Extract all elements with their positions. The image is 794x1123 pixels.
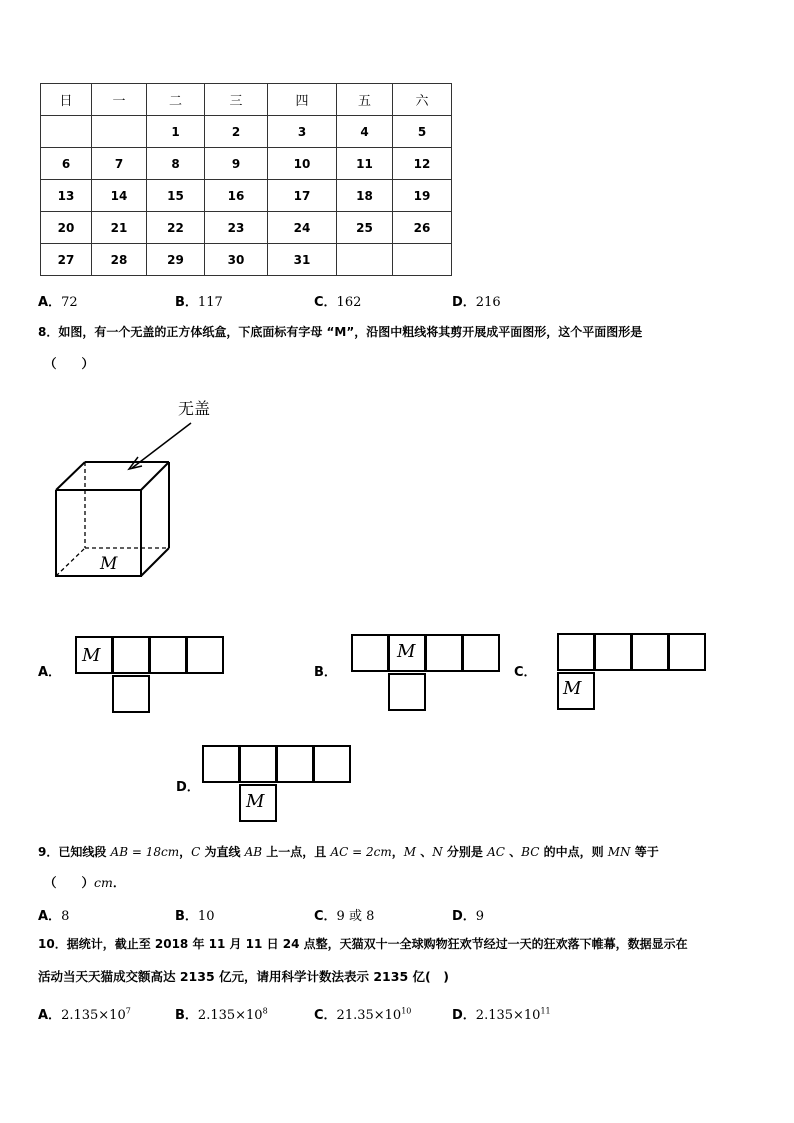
calendar-cell: 19 (393, 180, 452, 212)
net-m-label: M (397, 641, 416, 662)
cube-top-left-edge (56, 462, 85, 490)
q9-math: AC (487, 845, 505, 859)
calendar-header-cell: 三 (205, 84, 268, 116)
option-value: 8 (61, 909, 70, 924)
net-square (462, 634, 500, 672)
calendar-cell (337, 244, 393, 276)
q9-math: AB = 18cm (110, 845, 180, 859)
calendar-cell: 27 (41, 244, 92, 276)
net-square (276, 745, 314, 783)
net-square (388, 673, 426, 711)
option-exponent: 7 (125, 1006, 131, 1016)
option-letter: B． (175, 1008, 198, 1023)
q9-text: 分别是 (442, 845, 488, 859)
q7-option-a[interactable] (38, 291, 78, 310)
cube-front-edges (56, 490, 141, 576)
q9-option-a[interactable] (38, 905, 69, 924)
calendar-cell: 1 (147, 116, 205, 148)
net-m-label: M (246, 791, 265, 812)
net-square (351, 634, 389, 672)
q8-option-d-label: D． (176, 780, 200, 795)
calendar-row (41, 148, 452, 180)
calendar-header-cell: 日 (41, 84, 92, 116)
q9-math: BC (521, 845, 540, 859)
q9-text: 、 (416, 845, 433, 859)
cube-bottom-right-edge (141, 548, 169, 576)
option-letter: C． (314, 909, 337, 924)
calendar-cell: 22 (147, 212, 205, 244)
calendar-cell: 13 (41, 180, 92, 212)
net-square (557, 633, 595, 671)
calendar-cell (41, 116, 92, 148)
calendar-cell: 16 (205, 180, 268, 212)
q9-stem-line2 (44, 873, 125, 891)
option-letter: D． (452, 295, 476, 310)
option-value: 9 (475, 909, 485, 924)
option-mantissa: 2.135×10 (197, 1008, 263, 1023)
calendar-cell: 23 (205, 212, 268, 244)
calendar-cell: 24 (268, 212, 337, 244)
option-value: 162 (336, 295, 362, 310)
calendar-cell: 6 (41, 148, 92, 180)
option-letter: B． (175, 909, 198, 924)
calendar-cell: 17 (268, 180, 337, 212)
calendar-cell: 2 (205, 116, 268, 148)
cube-bottom-label: M (100, 554, 118, 574)
q9-math: AB (244, 845, 263, 859)
option-letter: B． (175, 295, 198, 310)
option-letter: D． (452, 909, 476, 924)
net-square (112, 636, 150, 674)
calendar-cell (92, 116, 147, 148)
q9-math: MN (607, 845, 631, 859)
net-m-label: M (82, 645, 101, 666)
open-cube-figure (40, 390, 240, 590)
q9-text: ， (179, 845, 192, 859)
net-square (313, 745, 351, 783)
q9-text: （ ） (44, 875, 95, 890)
q7-option-b[interactable] (175, 291, 223, 310)
calendar-header-cell: 一 (92, 84, 147, 116)
calendar-cell: 25 (337, 212, 393, 244)
cube-hidden-left-edge (56, 548, 85, 576)
calendar-cell: 14 (92, 180, 147, 212)
option-exponent: 11 (540, 1006, 551, 1016)
calendar-cell: 10 (268, 148, 337, 180)
q10-stem-line2: 活动当天天猫成交额高达 2135 亿元，请用科学计数法表示 2135 亿( ) (38, 969, 449, 984)
q9-option-c[interactable] (314, 905, 374, 924)
q9-text: 的中点，则 (539, 845, 608, 859)
q9-math: N (432, 845, 443, 859)
calendar-header-cell: 四 (268, 84, 337, 116)
net-square (202, 745, 240, 783)
calendar-row (41, 244, 452, 276)
calendar-cell: 29 (147, 244, 205, 276)
cube-caption: 无盖 (178, 399, 211, 418)
net-square (186, 636, 224, 674)
calendar-header-cell: 六 (393, 84, 452, 116)
q9-stem-line1 (38, 843, 659, 860)
net-square (594, 633, 632, 671)
q10-option-d[interactable] (452, 1004, 551, 1023)
option-mantissa: 2.135×10 (61, 1008, 126, 1023)
q10-option-a[interactable] (38, 1004, 131, 1023)
q9-text: 9．已知线段 (38, 845, 111, 859)
calendar-cell: 18 (337, 180, 393, 212)
q9-math: C (191, 845, 201, 859)
q8-stem-line2: （ ） (44, 356, 95, 371)
calendar-row (41, 116, 452, 148)
net-square (631, 633, 669, 671)
calendar-cell: 26 (393, 212, 452, 244)
calendar-cell (393, 244, 452, 276)
option-value: 216 (475, 295, 501, 310)
option-mantissa: 21.35×10 (336, 1008, 402, 1023)
calendar-cell: 3 (268, 116, 337, 148)
q10-stem-line1: 10．据统计，截止至 2018 年 11 月 11 日 24 点整，天猫双十一全球购物狂欢节经过一天的狂欢落下帷幕，数据显示在 (38, 937, 688, 951)
q9-text: 、 (504, 845, 522, 859)
option-value: 10 (197, 909, 215, 924)
net-square (668, 633, 706, 671)
option-exponent: 8 (262, 1006, 268, 1016)
calendar-table (40, 83, 452, 276)
calendar-header-row (41, 84, 452, 116)
q9-option-b[interactable] (175, 905, 214, 924)
calendar-cell: 11 (337, 148, 393, 180)
calendar-cell: 30 (205, 244, 268, 276)
calendar-cell: 5 (393, 116, 452, 148)
calendar-cell: 20 (41, 212, 92, 244)
q9-text: 上一点，且 (262, 845, 331, 859)
calendar-row (41, 212, 452, 244)
net-square (149, 636, 187, 674)
calendar-cell: 9 (205, 148, 268, 180)
calendar-cell: 12 (393, 148, 452, 180)
q8-option-a-label: A． (38, 665, 62, 680)
option-value: 117 (197, 295, 223, 310)
q9-math: M (403, 845, 417, 859)
option-letter: A． (38, 909, 62, 924)
q8-stem-line1: 8．如图，有一个无盖的正方体纸盒，下底面标有字母 “M”，沿图中粗线将其剪开展成平面图形，这个平面图形是 (38, 325, 643, 339)
option-letter: D． (452, 1008, 476, 1023)
q9-math: cm (94, 875, 113, 890)
option-letter: C． (314, 295, 337, 310)
q7-option-d[interactable] (452, 291, 501, 310)
q8-option-c-label: C． (514, 665, 537, 680)
option-letter: C． (314, 1008, 337, 1023)
option-mantissa: 2.135×10 (475, 1008, 541, 1023)
q9-text: ， (391, 845, 404, 859)
net-square (112, 675, 150, 713)
calendar-row (41, 180, 452, 212)
cube-top-right-edge (141, 462, 169, 490)
option-letter: A． (38, 295, 62, 310)
calendar-cell: 8 (147, 148, 205, 180)
q10-option-c[interactable] (314, 1004, 411, 1023)
q10-option-b[interactable] (175, 1004, 268, 1023)
option-value: 9 或 8 (336, 909, 375, 924)
option-letter: A． (38, 1008, 62, 1023)
calendar-cell: 7 (92, 148, 147, 180)
calendar-cell: 31 (268, 244, 337, 276)
q7-option-c[interactable] (314, 291, 361, 310)
q9-option-d[interactable] (452, 905, 484, 924)
option-value: 72 (61, 295, 78, 310)
net-m-label: M (563, 678, 582, 699)
calendar-cell: 15 (147, 180, 205, 212)
option-exponent: 10 (401, 1006, 412, 1016)
q8-option-b-label: B． (314, 665, 337, 680)
net-square (425, 634, 463, 672)
calendar-cell: 21 (92, 212, 147, 244)
calendar-cell: 28 (92, 244, 147, 276)
q9-text: 为直线 (200, 845, 245, 859)
calendar-header-cell: 二 (147, 84, 205, 116)
calendar-cell: 4 (337, 116, 393, 148)
q9-text: 等于 (630, 845, 659, 859)
q9-text: ． (112, 875, 126, 890)
q9-math: AC = 2cm (330, 845, 392, 859)
net-square (239, 745, 277, 783)
calendar-header-cell: 五 (337, 84, 393, 116)
